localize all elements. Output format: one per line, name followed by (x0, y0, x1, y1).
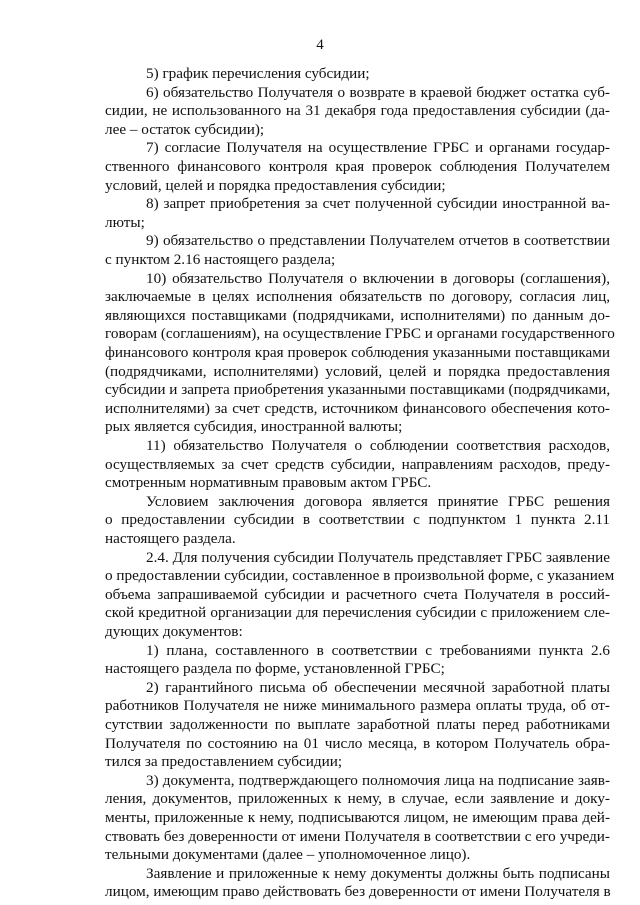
text-line: менты, приложенные к нему, подписываются лицом, не имеющим права дей- (105, 809, 610, 826)
text-line: о предоставлении субсидии, составленное в произвольной форме, с указанием (105, 567, 615, 585)
text-line: осуществляемых за счет средств субсидии, направлениям расходов, преду- (105, 455, 610, 473)
text-line: настоящего раздела по форме, установленной ГРБС; (105, 660, 445, 678)
text-line: ления, документов, приложенных к нему, в случае, если заявление и доку- (105, 790, 610, 808)
text-line: тельными документами (далее – уполномоченное лицо). (105, 846, 471, 864)
text-line: 6) обязательство Получателя о возврате в краевой бюджет остатка суб- (146, 83, 610, 101)
text-line: 2) гарантийного письма об обеспечении месячной заработной платы (146, 678, 610, 696)
text-line: дующих документов: (105, 623, 243, 640)
text-line: Условием заключения договора является принятие ГРБС решения (146, 492, 610, 510)
text-line: субсидии и запрета приобретения указанными поставщиками (подрядчиками, (105, 381, 611, 399)
text-line: работников Получателя не ниже минимального размера оплаты труда, об от- (105, 697, 610, 715)
text-line: объема запрашиваемой субсидии и расчетного счета Получателя в россий- (105, 585, 610, 603)
text-line: 1) плана, составленного в соответствии с требованиями пункта 2.6 (146, 641, 610, 659)
text-line: 2.4. Для получения субсидии Получатель представляет ГРБС заявление (146, 548, 610, 566)
text-line: Заявление и приложенные к нему документы должны быть подписаны (146, 864, 610, 882)
text-line: 10) обязательство Получателя о включении в договоры (соглашения), (146, 269, 610, 287)
text-line: люты; (105, 213, 145, 231)
text-line: смотренным нормативным правовым актом ГРБС. (105, 474, 432, 492)
text-line: условий, целей и порядка предоставления субсидии; (105, 176, 446, 194)
text-line: финансового контроля края проверок соблюдения указанными поставщиками (105, 344, 610, 361)
text-line: с пунктом 2.16 настоящего раздела; (105, 251, 336, 268)
page-number: 4 (316, 37, 324, 53)
text-line: о предоставлении субсидии в соответствии с подпунктом 1 пункта 2.11 (105, 511, 610, 529)
text-line: говорам (соглашениям), на осуществление ГРБС и органами государственного (105, 325, 615, 343)
text-line: лицом, имеющим право действовать без доверенности от имени Получателя в (105, 883, 611, 901)
text-line: 11) обязательство Получателя о соблюдении соответствия расходов, (146, 437, 610, 454)
text-line: 9) обязательство о представлении Получателем отчетов в соответствии (146, 232, 610, 250)
text-line: 5) график перечисления субсидии; (146, 65, 370, 82)
text-line: Получателя по состоянию на 01 число месяца, в котором Получатель обра- (105, 734, 610, 752)
text-line: заключаемые в целях исполнения обязательств по договору, согласия лиц, (105, 288, 610, 306)
text-line: 3) документа, подтверждающего полномочия лица на подписание заяв- (146, 771, 610, 789)
text-line: сидии, не использованного на 31 декабря года предоставления субсидии (да- (105, 102, 610, 120)
text-line: 7) согласие Получателя на осуществление ГРБС и органами государ- (146, 139, 610, 157)
text-line: сутствии задолженности по выплате заработной платы перед работниками (105, 716, 610, 733)
text-line: ственного финансового контроля края проверок соблюдения Получателем (105, 158, 610, 175)
text-line: тился за предоставлением субсидии; (105, 753, 343, 771)
text-line: ствовать без доверенности от имени Получателя в соответствии с его учреди- (105, 827, 610, 845)
text-line: являющихся поставщиками (подрядчиками, исполнителями) по данным до- (105, 306, 610, 324)
text-line: (подрядчиками, исполнителями) условий, целей и порядка предоставления (105, 362, 610, 380)
text-line: настоящего раздела. (105, 530, 236, 547)
text-line: рых является субсидия, иностранной валюты; (105, 418, 403, 436)
text-line: ской кредитной организации для перечисления субсидии с приложением сле- (105, 604, 610, 622)
text-line: исполнителями) за счет средств, источником финансового обеспечения кото- (105, 399, 610, 417)
text-line: лее – остаток субсидии); (105, 120, 265, 138)
text-line: 8) запрет приобретения за счет полученной субсидии иностранной ва- (146, 195, 610, 213)
